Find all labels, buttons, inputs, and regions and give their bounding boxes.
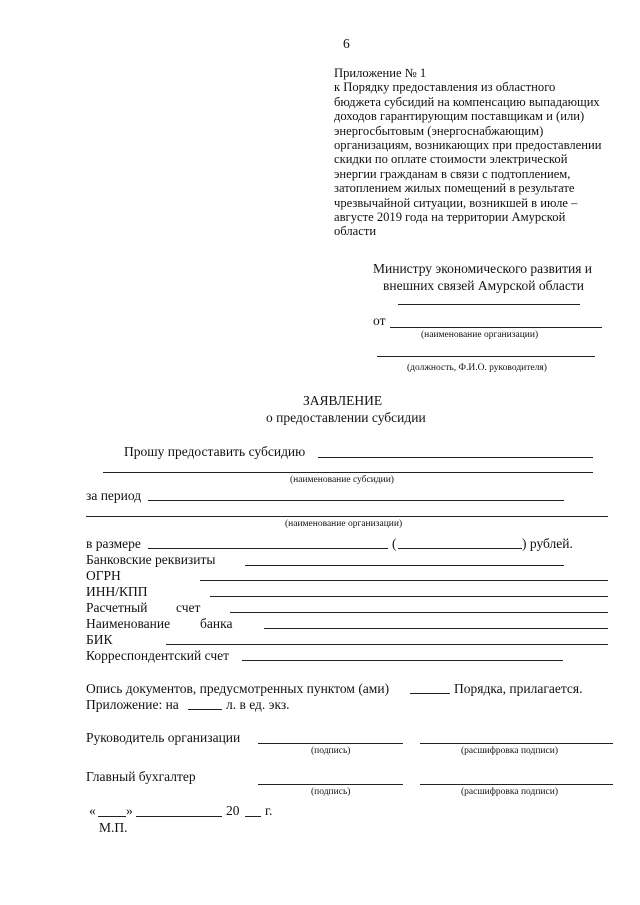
head-signature-field[interactable] xyxy=(258,743,403,744)
period-field[interactable] xyxy=(148,500,564,501)
period-label: за период xyxy=(86,488,142,503)
signature-caption-2: (подпись) xyxy=(311,787,351,797)
page-number: 6 xyxy=(343,36,350,51)
bank-details-field[interactable] xyxy=(245,565,564,566)
organization-caption: (наименование организации) xyxy=(421,330,539,340)
addressee-line-1: Министру экономического развития и xyxy=(373,261,592,276)
account-field[interactable] xyxy=(230,612,608,613)
decoding-caption: (расшифровка подписи) xyxy=(461,746,558,756)
amount-label: в размере xyxy=(86,536,141,551)
date-open-quote: « xyxy=(89,803,96,818)
bank-details-label: Банковские реквизиты xyxy=(86,552,216,567)
appendix-title: Приложение № 1 xyxy=(334,66,427,80)
appendix-line: скидки по оплате стоимости электрической xyxy=(334,152,568,167)
corr-account-field[interactable] xyxy=(242,660,563,661)
appendix-block xyxy=(334,66,604,239)
attachment-text-end: л. в ед. экз. xyxy=(226,697,290,712)
year-field[interactable] xyxy=(245,816,261,817)
year-suffix: г. xyxy=(265,803,273,818)
addressee-blank-line[interactable] xyxy=(398,304,580,305)
year-prefix: 20 xyxy=(226,803,240,818)
decoding-caption-2: (расшифровка подписи) xyxy=(461,787,558,797)
attachment-text: Приложение: на xyxy=(86,697,179,712)
from-label: от xyxy=(373,313,386,328)
account-label: Расчетный xyxy=(86,600,148,615)
appendix-line: области xyxy=(334,224,377,239)
accountant-signature-field[interactable] xyxy=(258,784,403,785)
inventory-clause-field[interactable] xyxy=(410,693,450,694)
corr-account-label: Корреспондентский счет xyxy=(86,648,230,663)
date-close-quote: » xyxy=(126,803,133,818)
appendix-line: чрезвычайной ситуации, возникшей в июле – xyxy=(334,195,578,210)
inn-kpp-field[interactable] xyxy=(210,596,608,597)
inn-kpp-label: ИНН/КПП xyxy=(86,584,148,599)
position-name-line[interactable] xyxy=(377,356,595,357)
appendix-line: бюджета субсидий на компенсацию выпадающих xyxy=(334,94,600,109)
bank-name-field[interactable] xyxy=(264,628,608,629)
subsidy-name-field[interactable] xyxy=(318,457,593,458)
accountant-decoding-field[interactable] xyxy=(420,784,613,785)
ogrn-field[interactable] xyxy=(200,580,608,581)
head-decoding-field[interactable] xyxy=(420,743,613,744)
day-field[interactable] xyxy=(98,816,126,817)
attachment-pages-field[interactable] xyxy=(188,709,222,710)
addressee-line-2: внешних связей Амурской области xyxy=(383,278,585,293)
month-field[interactable] xyxy=(136,816,222,817)
amount-words-field[interactable] xyxy=(398,548,522,549)
organization-field[interactable] xyxy=(86,516,608,517)
rubles-label: ) рублей. xyxy=(522,536,573,551)
head-signature-label: Руководитель организации xyxy=(86,730,241,745)
amount-open-paren: ( xyxy=(392,536,397,551)
bik-label: БИК xyxy=(86,632,113,647)
stamp-label: М.П. xyxy=(99,820,128,835)
bank-name-label-2: банка xyxy=(200,616,233,631)
appendix-line: доходов гарантирующим поставщикам и (или) xyxy=(334,109,585,124)
ogrn-label: ОГРН xyxy=(86,568,121,583)
appendix-line: августе 2019 года на территории Амурской xyxy=(334,210,566,225)
inventory-text: Опись документов, предусмотренных пунктом (ами) xyxy=(86,681,390,696)
bik-field[interactable] xyxy=(166,644,608,645)
accountant-signature-label: Главный бухгалтер xyxy=(86,769,196,784)
subsidy-caption: (наименование субсидии) xyxy=(290,475,394,485)
organization-caption-2: (наименование организации) xyxy=(285,519,403,529)
appendix-line: к Порядку предоставления из областного xyxy=(334,80,556,95)
bank-name-label: Наименование xyxy=(86,616,171,631)
appendix-line: затоплением жилых помещений в результате xyxy=(334,181,575,196)
organization-name-line[interactable] xyxy=(390,327,602,328)
account-label-2: счет xyxy=(176,600,201,615)
appendix-line: организациям, возникающих при предоставлении xyxy=(334,138,602,153)
inventory-text-end: Порядка, прилагается. xyxy=(454,681,583,696)
document-title: ЗАЯВЛЕНИЕ xyxy=(303,393,383,408)
amount-field[interactable] xyxy=(148,548,388,549)
position-caption: (должность, Ф.И.О. руководителя) xyxy=(407,363,547,373)
appendix-line: энергии гражданам в связи с подтоплением, xyxy=(334,166,571,181)
signature-caption: (подпись) xyxy=(311,746,351,756)
document-subtitle: о предоставлении субсидии xyxy=(266,410,426,425)
request-label: Прошу предоставить субсидию xyxy=(124,444,306,459)
subsidy-name-field-continued[interactable] xyxy=(103,472,593,473)
appendix-line: энергосбытовым (энергоснабжающим) xyxy=(334,123,544,138)
